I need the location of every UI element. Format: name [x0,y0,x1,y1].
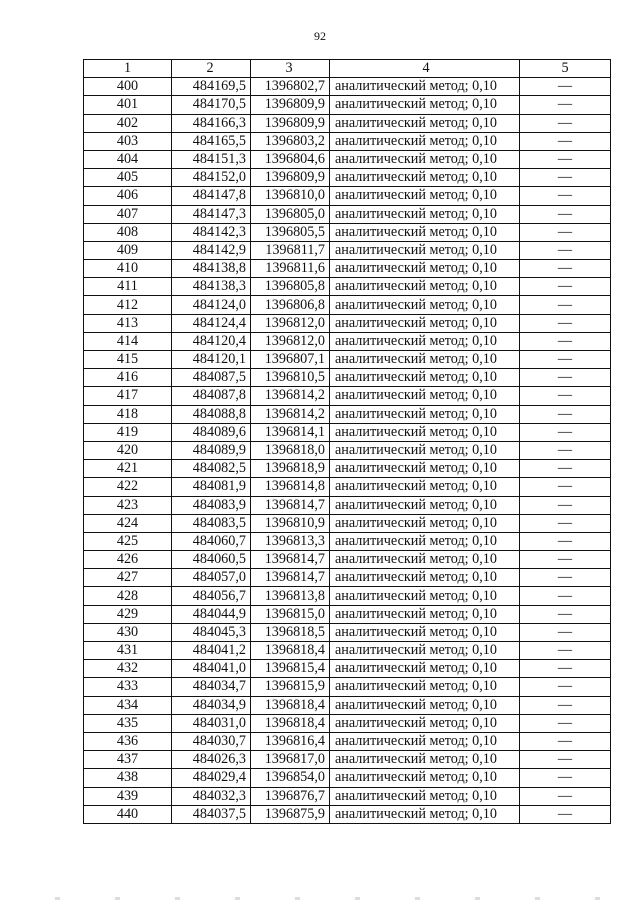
coord-x-cell: 484037,5 [172,805,251,823]
point-number-cell: 437 [84,751,172,769]
coord-x-cell: 484034,9 [172,696,251,714]
page-number: 92 [314,29,326,43]
table-row [84,478,611,496]
point-number-cell: 435 [84,714,172,732]
coord-y-cell: 1396802,7 [251,78,330,96]
table-row [84,642,611,660]
note-cell: — [520,751,611,769]
table-row [84,696,611,714]
method-accuracy-cell: аналитический метод; 0,10 [330,696,520,714]
table-header-row [84,60,611,78]
note-cell: — [520,605,611,623]
point-number-cell: 401 [84,96,172,114]
coord-y-cell: 1396818,5 [251,623,330,641]
method-accuracy-cell: аналитический метод; 0,10 [330,587,520,605]
coord-y-cell: 1396810,9 [251,514,330,532]
coord-y-cell: 1396806,8 [251,296,330,314]
note-cell: — [520,314,611,332]
point-number-cell: 418 [84,405,172,423]
coord-y-cell: 1396809,9 [251,96,330,114]
point-number-cell: 425 [84,532,172,550]
table-row [84,169,611,187]
table-row [84,96,611,114]
point-number-cell: 427 [84,569,172,587]
coord-x-cell: 484170,5 [172,96,251,114]
method-accuracy-cell: аналитический метод; 0,10 [330,369,520,387]
point-number-cell: 409 [84,241,172,259]
point-number-cell: 431 [84,642,172,660]
coord-y-cell: 1396814,7 [251,569,330,587]
method-accuracy-cell: аналитический метод; 0,10 [330,751,520,769]
note-cell: — [520,78,611,96]
point-number-cell: 417 [84,387,172,405]
note-cell: — [520,387,611,405]
method-accuracy-cell: аналитический метод; 0,10 [330,169,520,187]
method-accuracy-cell: аналитический метод; 0,10 [330,551,520,569]
method-accuracy-cell: аналитический метод; 0,10 [330,205,520,223]
coord-x-cell: 484081,9 [172,478,251,496]
coord-x-cell: 484087,5 [172,369,251,387]
note-cell: — [520,132,611,150]
coord-y-cell: 1396814,1 [251,423,330,441]
coord-y-cell: 1396818,4 [251,696,330,714]
header-col-3: 3 [251,60,330,78]
note-cell: — [520,551,611,569]
note-cell: — [520,642,611,660]
method-accuracy-cell: аналитический метод; 0,10 [330,150,520,168]
coord-x-cell: 484041,2 [172,642,251,660]
table-row [84,114,611,132]
table-row [84,405,611,423]
coord-x-cell: 484060,5 [172,551,251,569]
note-cell: — [520,260,611,278]
note-cell: — [520,460,611,478]
coord-y-cell: 1396812,0 [251,314,330,332]
method-accuracy-cell: аналитический метод; 0,10 [330,460,520,478]
method-accuracy-cell: аналитический метод; 0,10 [330,78,520,96]
point-number-cell: 405 [84,169,172,187]
point-number-cell: 400 [84,78,172,96]
method-accuracy-cell: аналитический метод; 0,10 [330,660,520,678]
note-cell: — [520,478,611,496]
note-cell: — [520,423,611,441]
point-number-cell: 440 [84,805,172,823]
note-cell: — [520,805,611,823]
coord-x-cell: 484082,5 [172,460,251,478]
scan-artifact-marks [0,897,640,900]
point-number-cell: 430 [84,623,172,641]
coord-x-cell: 484147,8 [172,187,251,205]
note-cell: — [520,332,611,350]
coord-x-cell: 484089,6 [172,423,251,441]
coord-y-cell: 1396805,5 [251,223,330,241]
table-row [84,241,611,259]
coord-x-cell: 484165,5 [172,132,251,150]
coord-x-cell: 484147,3 [172,205,251,223]
coord-x-cell: 484120,4 [172,332,251,350]
point-number-cell: 433 [84,678,172,696]
header-col-4: 4 [330,60,520,78]
point-number-cell: 424 [84,514,172,532]
coord-x-cell: 484030,7 [172,732,251,750]
note-cell: — [520,587,611,605]
coord-y-cell: 1396811,6 [251,260,330,278]
coord-y-cell: 1396805,0 [251,205,330,223]
note-cell: — [520,696,611,714]
coord-y-cell: 1396811,7 [251,241,330,259]
table-row [84,714,611,732]
method-accuracy-cell: аналитический метод; 0,10 [330,441,520,459]
method-accuracy-cell: аналитический метод; 0,10 [330,187,520,205]
method-accuracy-cell: аналитический метод; 0,10 [330,787,520,805]
coord-y-cell: 1396804,6 [251,150,330,168]
coord-x-cell: 484120,1 [172,351,251,369]
point-number-cell: 403 [84,132,172,150]
note-cell: — [520,223,611,241]
method-accuracy-cell: аналитический метод; 0,10 [330,387,520,405]
method-accuracy-cell: аналитический метод; 0,10 [330,678,520,696]
method-accuracy-cell: аналитический метод; 0,10 [330,569,520,587]
point-number-cell: 422 [84,478,172,496]
coord-x-cell: 484151,3 [172,150,251,168]
method-accuracy-cell: аналитический метод; 0,10 [330,623,520,641]
coord-y-cell: 1396854,0 [251,769,330,787]
point-number-cell: 402 [84,114,172,132]
table-row [84,532,611,550]
table-row [84,205,611,223]
coord-x-cell: 484060,7 [172,532,251,550]
header-col-2: 2 [172,60,251,78]
point-number-cell: 434 [84,696,172,714]
table-row [84,278,611,296]
note-cell: — [520,732,611,750]
coord-x-cell: 484089,9 [172,441,251,459]
method-accuracy-cell: аналитический метод; 0,10 [330,514,520,532]
point-number-cell: 429 [84,605,172,623]
coord-y-cell: 1396815,0 [251,605,330,623]
table-row [84,751,611,769]
point-number-cell: 414 [84,332,172,350]
coord-y-cell: 1396810,0 [251,187,330,205]
coord-x-cell: 484124,0 [172,296,251,314]
note-cell: — [520,623,611,641]
note-cell: — [520,405,611,423]
coord-x-cell: 484166,3 [172,114,251,132]
coord-x-cell: 484124,4 [172,314,251,332]
table-row [84,314,611,332]
point-number-cell: 407 [84,205,172,223]
point-number-cell: 436 [84,732,172,750]
table-row [84,260,611,278]
table-row [84,332,611,350]
note-cell: — [520,351,611,369]
method-accuracy-cell: аналитический метод; 0,10 [330,478,520,496]
coord-x-cell: 484041,0 [172,660,251,678]
coord-x-cell: 484138,8 [172,260,251,278]
method-accuracy-cell: аналитический метод; 0,10 [330,351,520,369]
point-number-cell: 413 [84,314,172,332]
table-row [84,805,611,823]
coord-x-cell: 484083,9 [172,496,251,514]
table-row [84,78,611,96]
table-row [84,150,611,168]
note-cell: — [520,787,611,805]
method-accuracy-cell: аналитический метод; 0,10 [330,769,520,787]
table-row [84,441,611,459]
note-cell: — [520,241,611,259]
table-row [84,369,611,387]
method-accuracy-cell: аналитический метод; 0,10 [330,642,520,660]
table-row [84,387,611,405]
table-row [84,423,611,441]
coord-y-cell: 1396813,3 [251,532,330,550]
point-number-cell: 420 [84,441,172,459]
point-number-cell: 408 [84,223,172,241]
method-accuracy-cell: аналитический метод; 0,10 [330,332,520,350]
method-accuracy-cell: аналитический метод; 0,10 [330,605,520,623]
table-row [84,551,611,569]
table-row [84,132,611,150]
table-row [84,732,611,750]
coord-x-cell: 484142,9 [172,241,251,259]
coord-x-cell: 484045,3 [172,623,251,641]
note-cell: — [520,150,611,168]
point-number-cell: 410 [84,260,172,278]
coord-x-cell: 484138,3 [172,278,251,296]
coord-y-cell: 1396805,8 [251,278,330,296]
table-row [84,678,611,696]
point-number-cell: 421 [84,460,172,478]
method-accuracy-cell: аналитический метод; 0,10 [330,223,520,241]
note-cell: — [520,278,611,296]
method-accuracy-cell: аналитический метод; 0,10 [330,296,520,314]
table-row [84,223,611,241]
point-number-cell: 406 [84,187,172,205]
coord-x-cell: 484152,0 [172,169,251,187]
point-number-cell: 438 [84,769,172,787]
coord-y-cell: 1396814,7 [251,551,330,569]
note-cell: — [520,296,611,314]
point-number-cell: 412 [84,296,172,314]
method-accuracy-cell: аналитический метод; 0,10 [330,260,520,278]
coord-y-cell: 1396816,4 [251,732,330,750]
coord-x-cell: 484088,8 [172,405,251,423]
table-row [84,769,611,787]
method-accuracy-cell: аналитический метод; 0,10 [330,423,520,441]
coord-y-cell: 1396809,9 [251,114,330,132]
method-accuracy-cell: аналитический метод; 0,10 [330,405,520,423]
coordinates-table [83,59,611,824]
note-cell: — [520,114,611,132]
method-accuracy-cell: аналитический метод; 0,10 [330,805,520,823]
note-cell: — [520,678,611,696]
note-cell: — [520,769,611,787]
table-row [84,351,611,369]
header-col-1: 1 [84,60,172,78]
coord-y-cell: 1396813,8 [251,587,330,605]
coord-x-cell: 484029,4 [172,769,251,787]
point-number-cell: 426 [84,551,172,569]
table-row [84,514,611,532]
coord-y-cell: 1396803,2 [251,132,330,150]
coord-y-cell: 1396817,0 [251,751,330,769]
table-row [84,296,611,314]
point-number-cell: 419 [84,423,172,441]
note-cell: — [520,369,611,387]
note-cell: — [520,514,611,532]
coord-x-cell: 484056,7 [172,587,251,605]
note-cell: — [520,714,611,732]
note-cell: — [520,496,611,514]
point-number-cell: 415 [84,351,172,369]
point-number-cell: 416 [84,369,172,387]
coord-y-cell: 1396814,7 [251,496,330,514]
table-row [84,569,611,587]
coord-y-cell: 1396815,9 [251,678,330,696]
table-row [84,660,611,678]
coord-y-cell: 1396812,0 [251,332,330,350]
coord-y-cell: 1396818,9 [251,460,330,478]
method-accuracy-cell: аналитический метод; 0,10 [330,114,520,132]
coord-y-cell: 1396807,1 [251,351,330,369]
coord-x-cell: 484034,7 [172,678,251,696]
method-accuracy-cell: аналитический метод; 0,10 [330,241,520,259]
method-accuracy-cell: аналитический метод; 0,10 [330,496,520,514]
table-row [84,787,611,805]
note-cell: — [520,569,611,587]
table-row [84,460,611,478]
point-number-cell: 432 [84,660,172,678]
note-cell: — [520,96,611,114]
coord-y-cell: 1396809,9 [251,169,330,187]
point-number-cell: 411 [84,278,172,296]
table-row [84,496,611,514]
note-cell: — [520,441,611,459]
table-row [84,187,611,205]
table-row [84,605,611,623]
method-accuracy-cell: аналитический метод; 0,10 [330,96,520,114]
coord-y-cell: 1396818,0 [251,441,330,459]
coord-y-cell: 1396818,4 [251,714,330,732]
coord-x-cell: 484026,3 [172,751,251,769]
point-number-cell: 428 [84,587,172,605]
coord-x-cell: 484044,9 [172,605,251,623]
coord-y-cell: 1396875,9 [251,805,330,823]
coord-x-cell: 484142,3 [172,223,251,241]
method-accuracy-cell: аналитический метод; 0,10 [330,732,520,750]
coord-x-cell: 484057,0 [172,569,251,587]
point-number-cell: 439 [84,787,172,805]
table-row [84,623,611,641]
coord-y-cell: 1396810,5 [251,369,330,387]
note-cell: — [520,187,611,205]
note-cell: — [520,205,611,223]
point-number-cell: 423 [84,496,172,514]
coord-x-cell: 484032,3 [172,787,251,805]
method-accuracy-cell: аналитический метод; 0,10 [330,314,520,332]
method-accuracy-cell: аналитический метод; 0,10 [330,278,520,296]
table-row [84,587,611,605]
coord-y-cell: 1396876,7 [251,787,330,805]
coord-y-cell: 1396814,2 [251,387,330,405]
coord-x-cell: 484087,8 [172,387,251,405]
coord-x-cell: 484031,0 [172,714,251,732]
header-col-5: 5 [520,60,611,78]
coord-y-cell: 1396814,8 [251,478,330,496]
point-number-cell: 404 [84,150,172,168]
table-body [84,78,611,824]
coord-y-cell: 1396814,2 [251,405,330,423]
coord-x-cell: 484083,5 [172,514,251,532]
method-accuracy-cell: аналитический метод; 0,10 [330,132,520,150]
note-cell: — [520,169,611,187]
coord-y-cell: 1396815,4 [251,660,330,678]
coord-y-cell: 1396818,4 [251,642,330,660]
note-cell: — [520,532,611,550]
method-accuracy-cell: аналитический метод; 0,10 [330,532,520,550]
coord-x-cell: 484169,5 [172,78,251,96]
method-accuracy-cell: аналитический метод; 0,10 [330,714,520,732]
note-cell: — [520,660,611,678]
